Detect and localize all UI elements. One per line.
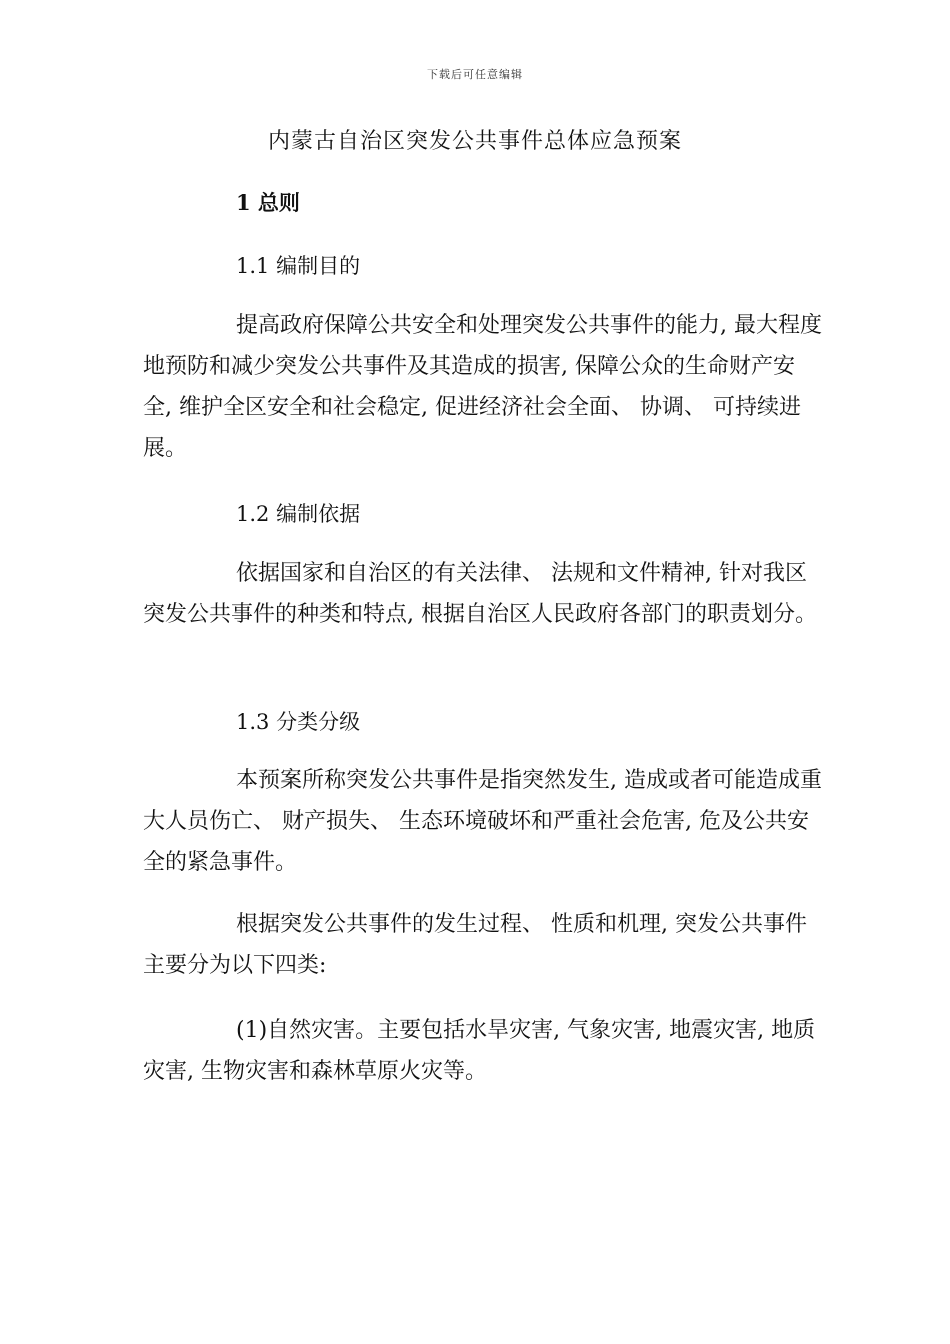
section-heading-1-1: 1.1 编制目的 [236,254,361,278]
paragraph-purpose: 提高政府保障公共安全和处理突发公共事件的能力, 最大程度地预防和减少突发公共事件及其造成的损害, 保障公众的生命财产安全, 维护全区安全和社会稳定, 促进经济社会全面、 协调、 可持续进展。 [143,313,822,461]
paragraph-basis: 依据国家和自治区的有关法律、 法规和文件精神, 针对我区突发公共事件的种类和特点, 根据自治区人民政府各部门的职责划分。 [143,561,817,627]
paragraph-natural-disasters: (1)自然灾害。主要包括水旱灾害, 气象灾害, 地震灾害, 地质灾害, 生物灾害和森林草原火灾等。 [143,1018,816,1084]
section-heading-1: 1 总则 [236,190,300,215]
paragraph-definition: 本预案所称突发公共事件是指突然发生, 造成或者可能造成重大人员伤亡、 财产损失、 生态环境破坏和严重社会危害, 危及公共安全的紧急事件。 [143,768,822,875]
document-title: 内蒙古自治区突发公共事件总体应急预案 [267,129,682,154]
header-note: 下载后可任意编辑 [427,68,523,81]
paragraph-categories: 根据突发公共事件的发生过程、 性质和机理, 突发公共事件主要分为以下四类: [143,912,807,978]
section-heading-1-2: 1.2 编制依据 [236,502,361,526]
section-heading-1-3: 1.3 分类分级 [236,710,361,734]
